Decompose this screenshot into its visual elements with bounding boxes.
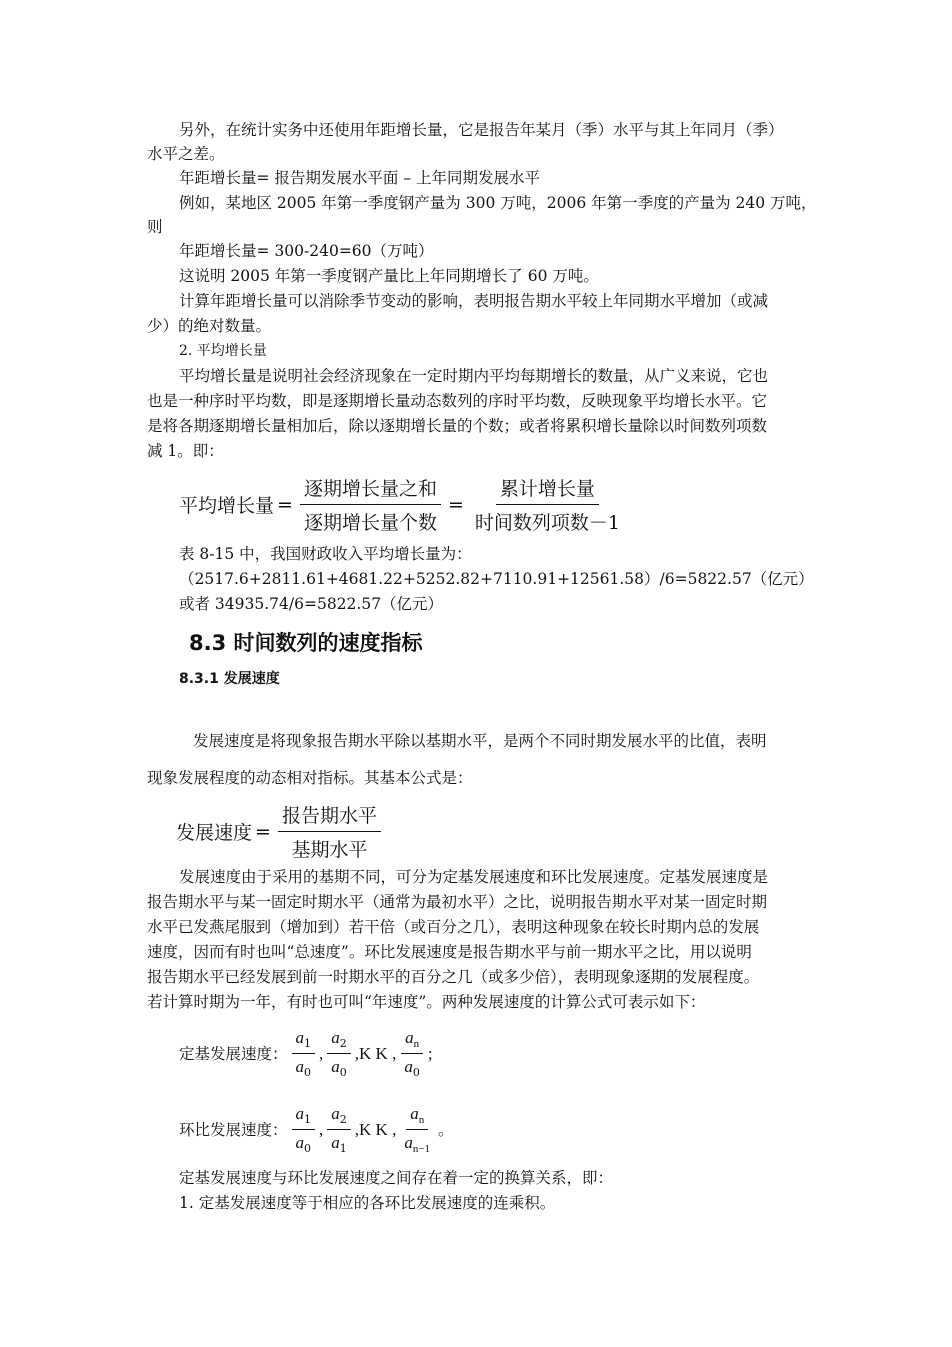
period: 。 — [438, 1120, 454, 1139]
formula-dev-numerator: 报告期水平 — [278, 801, 381, 832]
para-types-line1: 发展速度由于采用的基期不同，可分为定基发展速度和环比发展速度。定基发展速度是 — [179, 868, 769, 886]
para-avg-growth-line3: 是将各期逐期增长量相加后，除以逐期增长量的个数；或者将累积增长量除以时间数列项数 — [147, 417, 768, 435]
formula-chain — [179, 1104, 454, 1155]
formula-avg-fraction2 — [471, 474, 624, 535]
fixed-base-label: 定基发展速度： — [179, 1044, 288, 1063]
para-types-line5: 报告期水平已经发展到前一时期水平的百分之几（或多少倍），表明现象逐期的发展程度。 — [147, 968, 760, 986]
formula-avg-frac2-denominator: 时间数列项数－1 — [474, 512, 620, 534]
para-types-line6: 若计算时期为一年，有时也可叫“年速度”。两种发展速度的计算公式可表示如下： — [147, 993, 706, 1011]
subsection-title: 8.3.1 发展速度 — [179, 671, 280, 687]
subscript-n: n — [413, 1038, 420, 1050]
para-annual-growth-line2: 水平之差。 — [147, 145, 225, 163]
formula-avg-fraction1 — [300, 474, 441, 535]
heading-avg-growth: 2. 平均增长量 — [179, 343, 267, 359]
para-avg-growth-line2: 也是一种序时平均数，即是逐期增长量动态数列的序时平均数，反映现象平均增长水平。它 — [147, 392, 768, 410]
example-calc: 年距增长量= 300-240=60（万吨） — [179, 242, 434, 260]
formula-fixed-base — [179, 1028, 433, 1079]
symbol-a: a — [295, 1057, 305, 1076]
section-title: 8.3 时间数列的速度指标 — [189, 631, 423, 655]
formula-avg-frac2-numerator: 累计增长量 — [496, 474, 599, 505]
symbol-a: a — [295, 1133, 305, 1152]
ellipsis: ,K K , — [354, 1119, 397, 1139]
formula-avg-frac1-numerator: 逐期增长量之和 — [300, 474, 441, 505]
subscript-0: 0 — [412, 1066, 420, 1079]
para-dev-speed-line1: 发展速度是将现象报告期水平除以基期水平，是两个不同时期发展水平的比值，表明 — [193, 732, 767, 750]
fixed-base-frac-2 — [327, 1028, 351, 1079]
subscript-2: 2 — [339, 1037, 347, 1050]
para-seasonal-line1: 计算年距增长量可以消除季节变动的影响，表明报告期水平较上年同期水平增加（或减 — [179, 292, 769, 310]
fixed-base-frac-n — [400, 1028, 424, 1079]
example-conclusion: 这说明 2005 年第一季度钢产量比上年同期增长了 60 万吨。 — [179, 267, 599, 285]
formula-dev-fraction — [278, 801, 381, 862]
comma: , — [319, 1119, 324, 1139]
formula-annual-growth: 年距增长量= 报告期发展水平面 – 上年同期发展水平 — [179, 169, 541, 187]
symbol-a: a — [331, 1057, 340, 1076]
chain-frac-n — [400, 1104, 434, 1155]
symbol-a: a — [410, 1104, 419, 1123]
chain-frac-1 — [292, 1104, 316, 1155]
example-line1: 例如，某地区 2005 年第一季度钢产量为 300 万吨，2006 年第一季度的产量为 240 万吨， — [179, 194, 817, 212]
fixed-base-frac-1 — [292, 1028, 316, 1079]
calc-line1: （2517.6+2811.61+4681.22+5252.82+7110.91+12561.58）/6=5822.57（亿元） — [179, 570, 814, 588]
para-annual-growth-line1: 另外，在统计实务中还使用年距增长量，它是报告年某月（季）水平与其上年同月（季） — [179, 121, 784, 139]
subscript-0: 0 — [339, 1066, 347, 1079]
symbol-a: a — [331, 1133, 340, 1152]
para-types-line4: 速度，因而有时也叫“总速度”。环比发展速度是报告期水平与前一期水平之比，用以说明 — [147, 943, 752, 961]
formula-avg-frac1-denominator: 逐期增长量个数 — [303, 512, 437, 534]
symbol-a: a — [295, 1104, 305, 1123]
formula-dev-lhs: 发展速度 — [176, 822, 253, 844]
subscript-1: 1 — [339, 1142, 347, 1155]
semicolon: ; — [427, 1043, 433, 1063]
subscript-1: 1 — [304, 1037, 312, 1050]
relation-item-1: 1. 定基发展速度等于相应的各环比发展速度的连乘积。 — [179, 1194, 556, 1212]
subscript-n: n — [418, 1114, 425, 1126]
table-reference: 表 8-15 中，我国财政收入平均增长量为： — [179, 545, 472, 563]
subscript-n-minus-1: n−1 — [412, 1143, 431, 1155]
para-types-line2: 报告期水平与某一固定时期水平（通常为最初水平）之比，说明报告期水平对某一固定时期 — [147, 893, 768, 911]
para-types-line3: 水平已发燕尾服到（增加到）若干倍（或百分之几），表明这种现象在较长时期内总的发展 — [147, 918, 760, 936]
para-seasonal-line2: 少）的绝对数量。 — [147, 317, 272, 335]
ellipsis: ,K K , — [354, 1043, 397, 1063]
formula-development-speed — [176, 801, 385, 862]
para-avg-growth-line4: 减 1。即： — [147, 442, 224, 460]
subscript-0: 0 — [304, 1066, 312, 1079]
subscript-1: 1 — [304, 1113, 312, 1126]
chain-frac-2 — [327, 1104, 351, 1155]
symbol-a: a — [404, 1057, 413, 1076]
example-line2: 则 — [147, 218, 163, 236]
subscript-2: 2 — [339, 1113, 347, 1126]
calc-line2: 或者 34935.74/6=5822.57（亿元） — [179, 595, 444, 613]
para-dev-speed-line2: 现象发展程度的动态相对指标。其基本公式是： — [147, 769, 473, 787]
symbol-a: a — [295, 1028, 305, 1047]
para-avg-growth-line1: 平均增长量是说明社会经济现象在一定时期内平均每期增长的数量，从广义来说，它也 — [179, 367, 769, 385]
formula-dev-eq: = — [255, 820, 271, 843]
subscript-0: 0 — [304, 1142, 312, 1155]
symbol-a: a — [404, 1133, 413, 1152]
formula-avg-eq1: = — [277, 493, 293, 516]
symbol-a: a — [405, 1028, 414, 1047]
para-relation: 定基发展速度与环比发展速度之间存在着一定的换算关系，即： — [179, 1169, 614, 1187]
comma: , — [319, 1043, 324, 1063]
formula-avg-eq2: = — [447, 493, 464, 516]
chain-label: 环比发展速度： — [179, 1120, 288, 1139]
symbol-a: a — [331, 1104, 340, 1123]
symbol-a: a — [331, 1028, 340, 1047]
formula-average-growth — [179, 474, 628, 535]
formula-avg-lhs: 平均增长量 — [179, 495, 275, 517]
formula-dev-denominator: 基期水平 — [291, 839, 368, 861]
